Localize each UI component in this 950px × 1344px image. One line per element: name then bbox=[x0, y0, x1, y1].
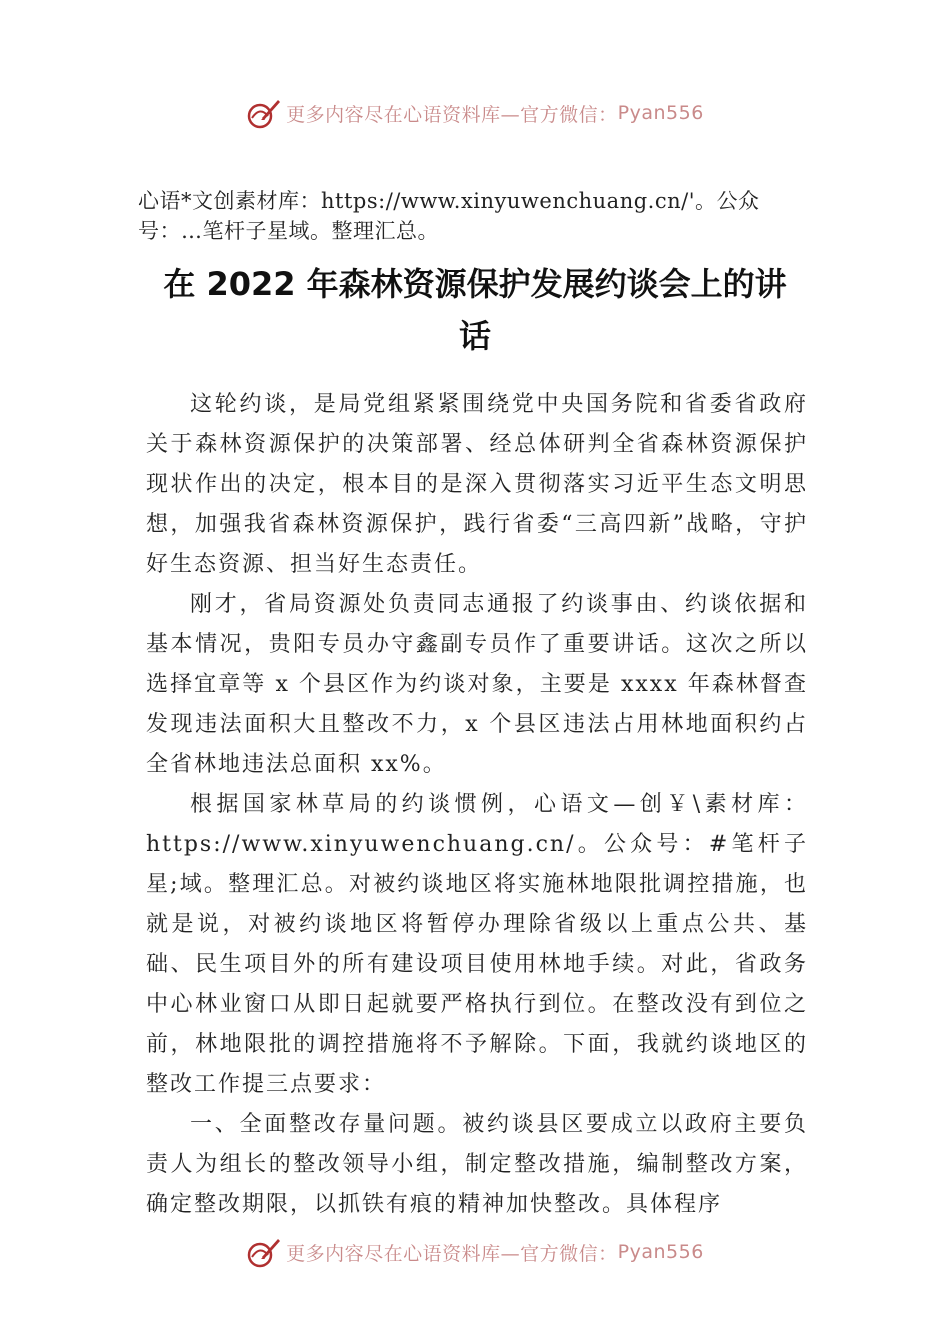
banner-text: 更多内容尽在心语资料库—官方微信： bbox=[286, 1242, 618, 1265]
header-note-line: 号：…笔杆子星域。整理汇总。 bbox=[138, 219, 439, 243]
document-title-line: 话 bbox=[458, 317, 491, 355]
header-note-line: 心语*文创素材库：https://www.xinyuwenchuang.cn/'。公众 bbox=[138, 189, 760, 213]
document-title bbox=[120, 258, 830, 362]
banner-text: 更多内容尽在心语资料库—官方微信： bbox=[286, 103, 618, 126]
banner-wechat-id: Pyan556 bbox=[617, 1241, 704, 1263]
pen-logo-icon bbox=[246, 1235, 282, 1269]
body-paragraph: 一、全面整改存量问题。被约谈县区要成立以政府主要负责人为组长的整改领导小组，制定整改措施，编制整改方案，确定整改期限，以抓铁有痕的精神加快整改。具体程序 bbox=[146, 1112, 808, 1217]
footer-banner bbox=[0, 1232, 950, 1272]
header-banner bbox=[0, 93, 950, 133]
body-paragraph: 刚才，省局资源处负责同志通报了约谈事由、约谈依据和基本情况，贵阳专员办守鑫副专员作了重要讲话。这次之所以选择宜章等 x 个县区作为约谈对象，主要是 xxxx 年森林督查发现违法面积大且整改不力，x 个县区违法占用林地面积约占全省林地违法总面积 xx%。 bbox=[146, 592, 808, 777]
body-paragraph: 根据国家林草局的约谈惯例，心语文—创￥\素材库：https://www.xinyuwenchuang.cn/。公众号：#笔杆子星;域。整理汇总。对被约谈地区将实施林地限批调控措施，也就是说，对被约谈地区将暂停办理除省级以上重点公共、基础、民生项目外的所有建设项目使用林地手续。对此，省政务中心林业窗口从即日起就要严格执行到位。在整改没有到位之前，林地限批的调控措施将不予解除。下面，我就约谈地区的整改工作提三点要求： bbox=[146, 792, 808, 1097]
body-paragraph: 这轮约谈，是局党组紧紧围绕党中央国务院和省委省政府关于森林资源保护的决策部署、经总体研判全省森林资源保护现状作出的决定，根本目的是深入贯彻落实习近平生态文明思想，加强我省森林资源保护，践行省委“三高四新”战略，守护好生态资源、担当好生态责任。 bbox=[146, 392, 808, 577]
document-title-line: 在 2022 年森林资源保护发展约谈会上的讲 bbox=[163, 265, 787, 303]
banner-wechat-id: Pyan556 bbox=[617, 102, 704, 124]
document-body bbox=[146, 385, 808, 1225]
pen-logo-icon bbox=[246, 96, 282, 130]
header-note bbox=[138, 186, 838, 246]
